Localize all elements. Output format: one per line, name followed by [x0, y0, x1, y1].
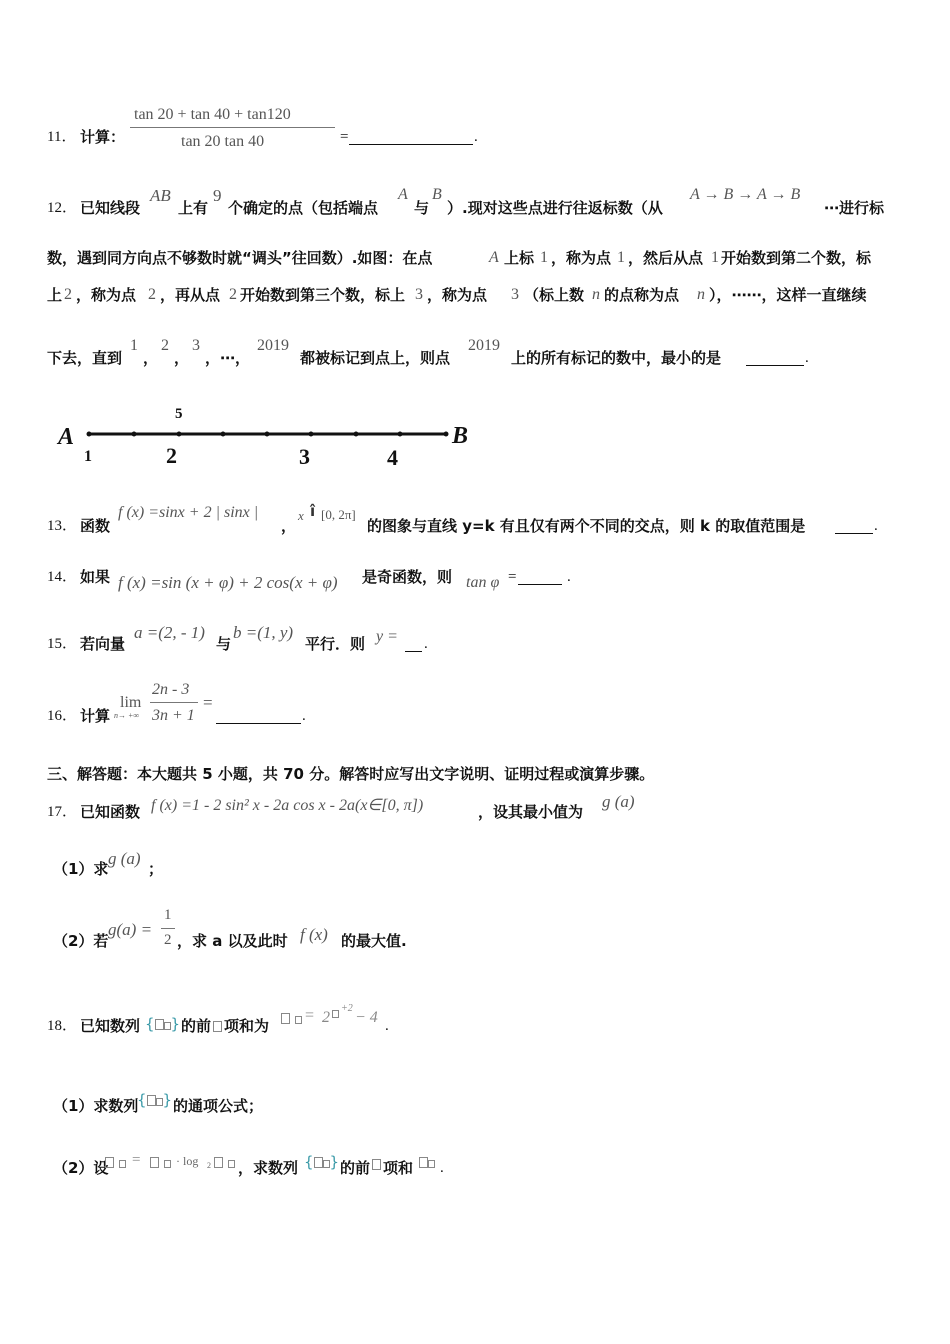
question-text: 上标: [504, 249, 535, 267]
label-3: 3: [299, 444, 310, 469]
question-text: 与: [414, 199, 430, 217]
question-text: 的点称为点: [604, 286, 680, 304]
math-one: 1: [540, 249, 548, 266]
question-text: ，再从点: [160, 286, 221, 304]
point: [354, 432, 359, 437]
placeholder-symbol: [150, 1155, 171, 1170]
point: [444, 432, 449, 437]
label-b: B: [452, 423, 469, 449]
question-text: ）.现对这些点进行往返标数（从: [447, 199, 663, 217]
math-three: 3: [192, 337, 200, 354]
math-function: f (x) =1 - 2 sin² x - 2a cos x - 2a(x∈[0, π]): [151, 797, 424, 814]
question-text: ，设其最小值为: [478, 803, 584, 821]
placeholder-symbol: [214, 1155, 235, 1170]
math-fx: f (x): [300, 925, 328, 944]
math-function: f (x) =sinx + 2 | sinx |: [118, 504, 259, 521]
math-two: 2: [161, 337, 169, 354]
question-text: 计算: [80, 707, 111, 725]
question-text: 如果: [80, 568, 111, 586]
math-n: n: [592, 286, 600, 303]
fraction-denominator: 2: [164, 932, 172, 948]
formula-rhs: 2: [322, 1009, 330, 1026]
sequence-brace: { }: [145, 1015, 181, 1033]
question-text: 计算：: [80, 128, 126, 146]
placeholder-symbol: [281, 1011, 302, 1026]
question-text: ，求 a 以及此时: [177, 932, 288, 950]
question-text: ，称为点: [551, 249, 612, 267]
question-text: 项和为: [224, 1017, 270, 1035]
section-title: 三、解答题：本大题共 5 小题，共 70 分。解答时应写出文字说明、证明过程或演算步骤。: [47, 765, 655, 783]
question-text: 的前: [340, 1159, 371, 1177]
question-text: ，然后从点: [628, 249, 704, 267]
math-n: n: [697, 286, 705, 303]
question-number: 18．: [47, 1018, 78, 1034]
fraction-numerator: 2n - 3: [152, 681, 190, 698]
question-text: 都被标记到点上，则点: [300, 349, 451, 367]
math-vector-b: b =(1, y): [233, 623, 294, 642]
question-text: ，称为点: [76, 286, 137, 304]
fraction-denominator: 3n + 1: [152, 707, 195, 724]
answer-blank: [405, 637, 422, 653]
math-three: 3: [511, 286, 519, 303]
math-x: x: [298, 508, 304, 523]
placeholder-symbol: [105, 1155, 126, 1170]
fraction-denominator: tan 20 tan 40: [181, 133, 265, 150]
math-b: B: [432, 186, 442, 203]
sequence-brace: { }: [137, 1091, 173, 1109]
placeholder-symbol: [213, 1019, 222, 1034]
question-text: ，: [143, 349, 159, 367]
placeholder-symbol: [419, 1155, 435, 1170]
period: .: [805, 350, 809, 366]
question-text: ，: [205, 349, 221, 367]
formula-exp: +2: [341, 1003, 353, 1014]
math-one: 1: [711, 249, 719, 266]
element-of-symbol: î: [310, 502, 316, 520]
fraction-numerator: tan 20 + tan 40 + tan120: [134, 106, 291, 123]
question-text: ），⋯⋯，这样一直继续: [709, 286, 867, 304]
question-text: 平行．则: [305, 635, 366, 653]
question-text: 项和: [383, 1159, 414, 1177]
fraction-bar: [150, 702, 198, 703]
label-a: A: [58, 424, 75, 450]
math-lim-sub: n→ +∞: [114, 711, 140, 720]
math-g: g (a): [602, 792, 635, 811]
point: [87, 432, 92, 437]
label-4: 4: [387, 445, 398, 470]
part-label: （2）设: [53, 1159, 109, 1177]
point: [265, 432, 270, 437]
math-a: A: [489, 249, 499, 266]
period: .: [424, 636, 428, 652]
question-text: 下去，直到: [47, 349, 123, 367]
math-y: y =: [376, 628, 398, 645]
equals-sign: =: [508, 569, 517, 585]
question-text: 已知数列: [80, 1017, 141, 1035]
math-function: f (x) =sin (x + φ) + 2 cos(x + φ): [118, 573, 338, 592]
point: [309, 432, 314, 437]
question-text: 函数: [80, 517, 111, 535]
math-two: 2: [64, 286, 72, 303]
math-lim: lim: [120, 694, 142, 711]
period: .: [302, 708, 306, 724]
label-2: 2: [166, 443, 177, 468]
equals-sign: =: [203, 693, 213, 712]
label-5: 5: [175, 406, 183, 422]
part-label: （1）求: [53, 860, 109, 878]
point: [132, 432, 137, 437]
math-ab: AB: [150, 186, 171, 205]
math-g: g (a): [108, 849, 141, 868]
question-text: 开始数到第二个数，标: [721, 249, 872, 267]
part-label: （2）若: [53, 932, 109, 950]
question-text: 上有: [178, 199, 209, 217]
math-two: 2: [229, 286, 237, 303]
math-one: 1: [617, 249, 625, 266]
question-text: ⋯，: [220, 349, 251, 367]
question-text: ；: [148, 860, 164, 878]
math-ga: g(a) =: [108, 920, 153, 939]
question-text: 的前: [181, 1017, 212, 1035]
question-text: ，: [174, 349, 190, 367]
question-number: 16．: [47, 708, 78, 724]
point: [221, 432, 226, 437]
math-tan: tan φ: [466, 574, 500, 591]
formula-eq: =: [305, 1007, 315, 1024]
question-text: 开始数到第三个数，标上: [240, 286, 406, 304]
formula-eq: =: [132, 1152, 141, 1168]
period: .: [385, 1018, 389, 1034]
math-a: A: [398, 186, 408, 203]
question-text: （标上数: [524, 286, 585, 304]
math-three: 3: [415, 286, 423, 303]
period: .: [474, 129, 478, 145]
math-one: 1: [130, 337, 138, 354]
fraction-numerator: 1: [164, 907, 172, 923]
placeholder-symbol: [372, 1157, 381, 1172]
question-text: 的最大值.: [341, 932, 407, 950]
point: [177, 432, 182, 437]
question-number: 13．: [47, 518, 78, 534]
answer-blank: [518, 570, 562, 586]
question-text: 的通项公式；: [173, 1097, 264, 1115]
period: .: [567, 569, 571, 585]
math-interval: [0, 2π]: [321, 507, 356, 522]
math-arrows: A → B → A → B: [690, 186, 801, 203]
question-text: ，求数列: [238, 1159, 299, 1177]
math-two: 2: [148, 286, 156, 303]
question-text: 上的所有标记的数中，最小的是: [511, 349, 722, 367]
math-2019: 2019: [468, 337, 500, 354]
question-text: 与: [216, 635, 232, 653]
math-2019: 2019: [257, 337, 289, 354]
question-number: 12．: [47, 200, 78, 216]
question-number: 14．: [47, 569, 78, 585]
formula-log-base: 2: [207, 1161, 211, 1170]
answer-blank: [835, 519, 873, 535]
period: .: [440, 1160, 444, 1176]
question-text: 的图象与直线 y=k 有且仅有两个不同的交点，则 k 的取值范围是: [367, 517, 806, 535]
question-number: 15．: [47, 636, 78, 652]
placeholder-symbol: [332, 1005, 339, 1020]
question-number: 17．: [47, 804, 78, 820]
question-text: 上: [47, 286, 63, 304]
part-label: （1）求数列: [53, 1097, 139, 1115]
question-text: 若向量: [80, 635, 126, 653]
question-text: ，: [281, 517, 297, 535]
label-1: 1: [84, 448, 92, 465]
question-text: 已知函数: [80, 803, 141, 821]
formula-minus: − 4: [355, 1009, 378, 1026]
answer-blank: [216, 709, 301, 725]
question-text: ⋯进行标: [824, 199, 885, 217]
period: .: [874, 518, 878, 534]
question-text: 已知线段: [80, 199, 141, 217]
point: [398, 432, 403, 437]
segment-diagram: [0, 0, 950, 480]
formula-log: · log: [176, 1154, 199, 1168]
fraction-bar: [161, 928, 175, 929]
math-nine: 9: [213, 186, 222, 205]
equals-sign: =: [340, 129, 349, 145]
sequence-brace: { }: [304, 1153, 340, 1171]
question-text: ，称为点: [427, 286, 488, 304]
math-vector-a: a =(2, - 1): [134, 623, 205, 642]
question-text: 是奇函数，则: [362, 568, 453, 586]
question-text: 数，遇到同方向点不够数时就“调头”往回数）.如图：在点: [47, 249, 433, 267]
question-number: 11．: [47, 129, 77, 145]
question-text: 个确定的点（包括端点: [228, 199, 379, 217]
